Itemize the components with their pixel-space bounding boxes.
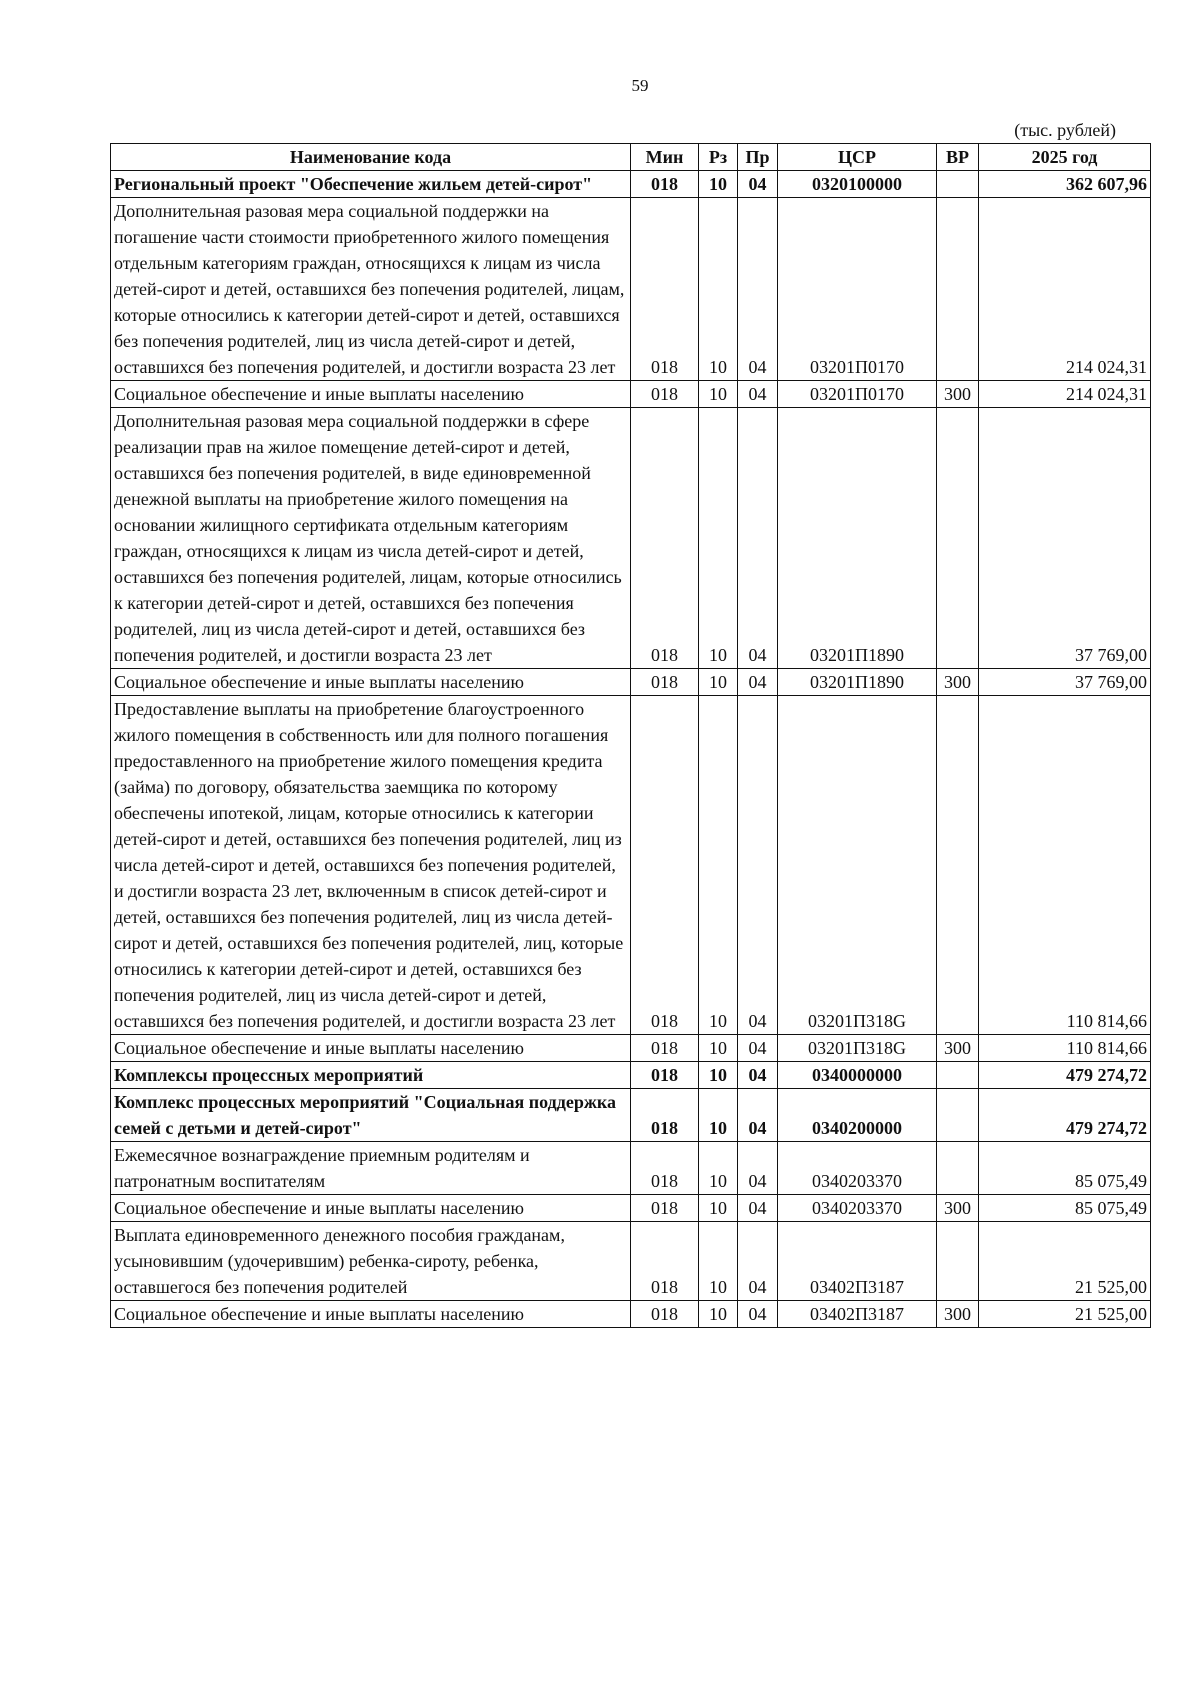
row-amount: 214 024,31 <box>979 381 1151 408</box>
row-rz: 10 <box>699 1301 738 1328</box>
row-vr: 300 <box>937 1301 979 1328</box>
row-rz: 10 <box>699 171 738 198</box>
row-min: 018 <box>631 1089 699 1142</box>
header-vr: ВР <box>937 144 979 171</box>
row-rz: 10 <box>699 198 738 381</box>
row-min: 018 <box>631 1222 699 1301</box>
row-vr <box>937 1062 979 1089</box>
row-pr: 04 <box>738 1301 778 1328</box>
row-vr: 300 <box>937 669 979 696</box>
row-name: Предоставление выплаты на приобретение благоустроенного жилого помещения в собственность или для полного погашения предоставленного на приобретение жилого помещения кредита (займа) по договору, обязательства заемщика по которому обеспечены ипотекой, лицам, которые относились к категории детей-сирот и детей, оставшихся без попечения родителей, лиц из числа детей-сирот и детей, оставшихся без попечения родителей, и достигли возраста 23 лет, включенным в список детей-сирот и детей, оставшихся без попечения родителей, лиц из числа детей-сирот и детей, оставшихся без попечения родителей, лиц, которые относились к категории детей-сирот и детей, оставшихся без попечения родителей, лиц из числа детей-сирот и детей, оставшихся без попечения родителей, и достигли возраста 23 лет <box>111 696 631 1035</box>
row-pr: 04 <box>738 171 778 198</box>
row-rz: 10 <box>699 696 738 1035</box>
table-row <box>111 171 1151 198</box>
table-row <box>111 1035 1151 1062</box>
row-vr <box>937 696 979 1035</box>
row-vr: 300 <box>937 1195 979 1222</box>
row-name: Комплекс процессных мероприятий "Социальная поддержка семей с детьми и детей-сирот" <box>111 1089 631 1142</box>
row-vr: 300 <box>937 1035 979 1062</box>
row-pr: 04 <box>738 1089 778 1142</box>
row-amount: 37 769,00 <box>979 669 1151 696</box>
row-vr <box>937 198 979 381</box>
row-rz: 10 <box>699 1195 738 1222</box>
row-min: 018 <box>631 1195 699 1222</box>
row-min: 018 <box>631 408 699 669</box>
row-amount: 479 274,72 <box>979 1089 1151 1142</box>
table-row <box>111 669 1151 696</box>
table-row <box>111 1089 1151 1142</box>
table-row <box>111 1142 1151 1195</box>
row-min: 018 <box>631 198 699 381</box>
row-name: Социальное обеспечение и иные выплаты населению <box>111 381 631 408</box>
table-row <box>111 1222 1151 1301</box>
row-name: Комплексы процессных мероприятий <box>111 1062 631 1089</box>
row-pr: 04 <box>738 669 778 696</box>
row-amount: 21 525,00 <box>979 1301 1151 1328</box>
row-name: Социальное обеспечение и иные выплаты населению <box>111 1035 631 1062</box>
row-rz: 10 <box>699 1035 738 1062</box>
table-row <box>111 696 1151 1035</box>
row-name: Выплата единовременного денежного пособия гражданам, усыновившим (удочерившим) ребенка-сироту, ребенка, оставшегося без попечения родителей <box>111 1222 631 1301</box>
row-csr: 03402П3187 <box>778 1222 937 1301</box>
row-amount: 479 274,72 <box>979 1062 1151 1089</box>
row-csr: 0320100000 <box>778 171 937 198</box>
header-csr: ЦСР <box>778 144 937 171</box>
row-csr: 0340200000 <box>778 1089 937 1142</box>
units-note: (тыс. рублей) <box>1014 120 1116 140</box>
page-number: 59 <box>631 76 649 95</box>
row-name: Социальное обеспечение и иные выплаты населению <box>111 669 631 696</box>
row-amount: 214 024,31 <box>979 198 1151 381</box>
row-pr: 04 <box>738 198 778 381</box>
row-pr: 04 <box>738 1062 778 1089</box>
table-row <box>111 1062 1151 1089</box>
row-csr: 03402П3187 <box>778 1301 937 1328</box>
budget-table <box>110 143 1151 1328</box>
row-vr: 300 <box>937 381 979 408</box>
row-csr: 03201П318G <box>778 1035 937 1062</box>
row-pr: 04 <box>738 408 778 669</box>
row-vr <box>937 1089 979 1142</box>
row-rz: 10 <box>699 408 738 669</box>
row-amount: 110 814,66 <box>979 696 1151 1035</box>
header-name: Наименование кода <box>111 144 631 171</box>
row-amount: 362 607,96 <box>979 171 1151 198</box>
row-pr: 04 <box>738 1195 778 1222</box>
row-vr <box>937 408 979 669</box>
row-name: Социальное обеспечение и иные выплаты населению <box>111 1195 631 1222</box>
row-vr <box>937 1222 979 1301</box>
row-name: Социальное обеспечение и иные выплаты населению <box>111 1301 631 1328</box>
header-rz: Рз <box>699 144 738 171</box>
row-min: 018 <box>631 1142 699 1195</box>
row-pr: 04 <box>738 1035 778 1062</box>
row-rz: 10 <box>699 669 738 696</box>
row-name: Дополнительная разовая мера социальной поддержки на погашение части стоимости приобретенного жилого помещения отдельным категориям граждан, относящихся к лицам из числа детей-сирот и детей, оставшихся без попечения родителей, лицам, которые относились к категории детей-сирот и детей, оставшихся без попечения родителей, лиц из числа детей-сирот и детей, оставшихся без попечения родителей, и достигли возраста 23 лет <box>111 198 631 381</box>
table-row <box>111 381 1151 408</box>
row-min: 018 <box>631 1301 699 1328</box>
row-amount: 85 075,49 <box>979 1142 1151 1195</box>
row-amount: 21 525,00 <box>979 1222 1151 1301</box>
row-min: 018 <box>631 381 699 408</box>
row-name: Региональный проект "Обеспечение жильем детей-сирот" <box>111 171 631 198</box>
row-rz: 10 <box>699 1222 738 1301</box>
table-body <box>111 171 1151 1328</box>
row-csr: 0340203370 <box>778 1142 937 1195</box>
row-pr: 04 <box>738 1222 778 1301</box>
row-pr: 04 <box>738 696 778 1035</box>
row-amount: 85 075,49 <box>979 1195 1151 1222</box>
row-amount: 110 814,66 <box>979 1035 1151 1062</box>
row-csr: 03201П0170 <box>778 381 937 408</box>
row-vr <box>937 171 979 198</box>
row-name: Дополнительная разовая мера социальной поддержки в сфере реализации прав на жилое помещение детей-сирот и детей, оставшихся без попечения родителей, в виде единовременной денежной выплаты на приобретение жилого помещения на основании жилищного сертификата отдельным категориям граждан, относящихся к лицам из числа детей-сирот и детей, оставшихся без попечения родителей, лицам, которые относились к категории детей-сирот и детей, оставшихся без попечения родителей, лиц из числа детей-сирот и детей, оставшихся без попечения родителей, и достигли возраста 23 лет <box>111 408 631 669</box>
row-vr <box>937 1142 979 1195</box>
row-rz: 10 <box>699 1062 738 1089</box>
header-min: Мин <box>631 144 699 171</box>
row-min: 018 <box>631 669 699 696</box>
row-csr: 03201П318G <box>778 696 937 1035</box>
row-pr: 04 <box>738 381 778 408</box>
row-csr: 0340000000 <box>778 1062 937 1089</box>
table-header-row <box>111 144 1151 171</box>
table-row <box>111 1301 1151 1328</box>
row-min: 018 <box>631 1062 699 1089</box>
row-csr: 03201П0170 <box>778 198 937 381</box>
row-min: 018 <box>631 171 699 198</box>
row-rz: 10 <box>699 1142 738 1195</box>
header-amount: 2025 год <box>979 144 1151 171</box>
row-min: 018 <box>631 1035 699 1062</box>
row-rz: 10 <box>699 1089 738 1142</box>
table-row <box>111 408 1151 669</box>
row-pr: 04 <box>738 1142 778 1195</box>
row-name: Ежемесячное вознаграждение приемным родителям и патронатным воспитателям <box>111 1142 631 1195</box>
row-min: 018 <box>631 696 699 1035</box>
row-csr: 0340203370 <box>778 1195 937 1222</box>
row-csr: 03201П1890 <box>778 408 937 669</box>
row-rz: 10 <box>699 381 738 408</box>
table-row <box>111 198 1151 381</box>
row-amount: 37 769,00 <box>979 408 1151 669</box>
header-pr: Пр <box>738 144 778 171</box>
row-csr: 03201П1890 <box>778 669 937 696</box>
table-row <box>111 1195 1151 1222</box>
